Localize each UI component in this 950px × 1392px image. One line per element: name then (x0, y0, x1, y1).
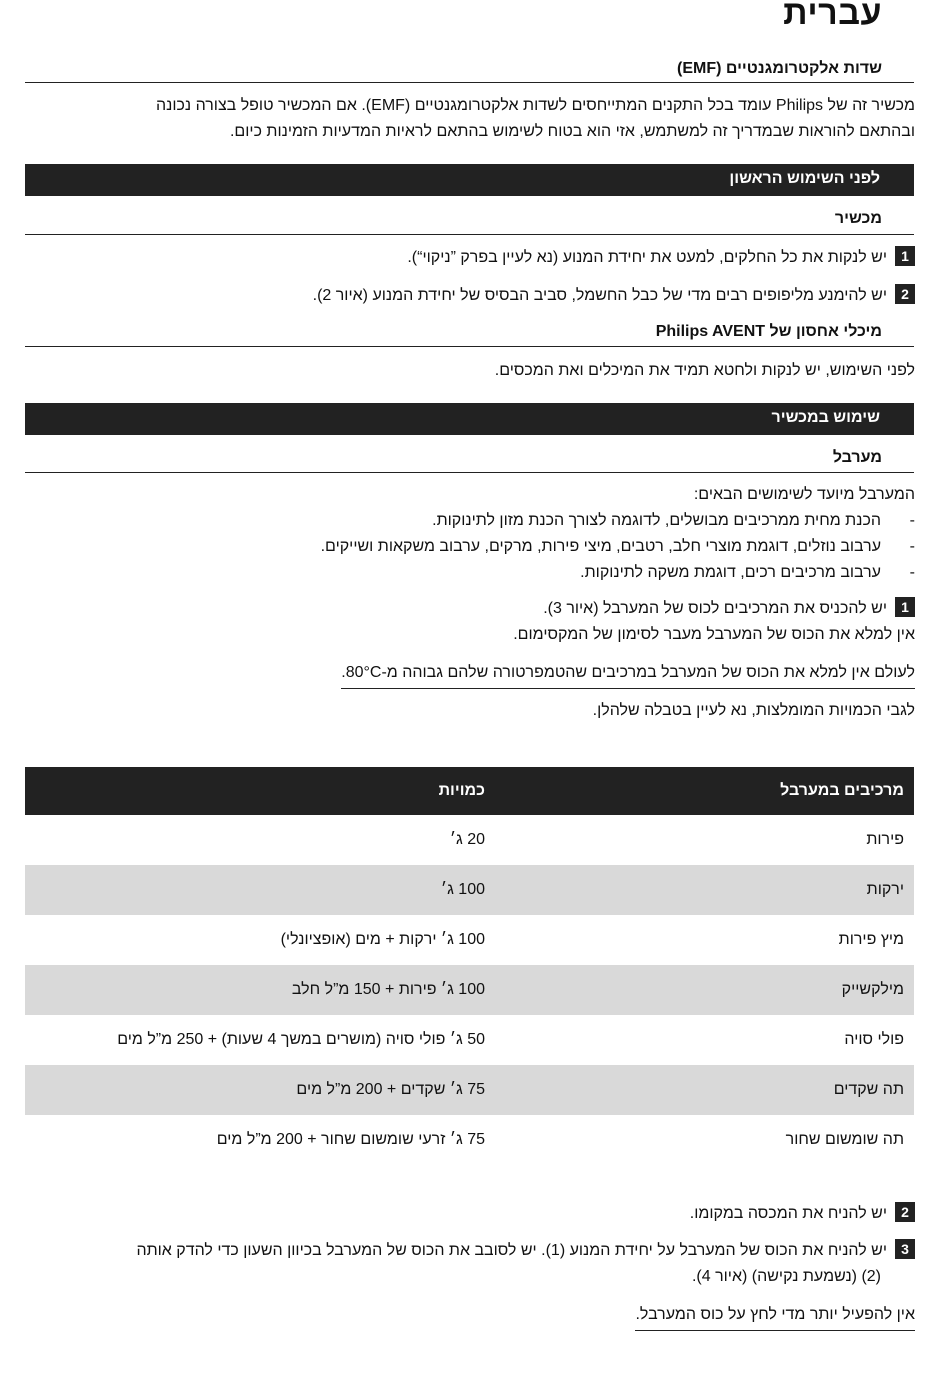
table-row (25, 865, 914, 915)
table-cell-quantity: 100 ג׳ (440, 881, 485, 898)
step-text: יש לנקות את כל החלקים, למעט את יחידת המנוע (נא לעיין בפרק ”ניקוי“). (407, 249, 887, 266)
blender-step-2 (690, 1201, 915, 1227)
emf-line-2: ובהתאם להוראות שבמדריך זה למשתמש, אזי הוא בטוח לשימוש בהתאם לראיות המדעיות הזמינות כיום. (229, 123, 915, 140)
appliance-step-1 (407, 245, 915, 271)
table-cell-quantity: 100 ג׳ פירות + 150 מ”ל חלב (291, 981, 485, 998)
step-number-badge: 1 (895, 246, 915, 266)
step-text: יש להניח את הכוס של המערבל על יחידת המנוע (1). יש לסובב את הכוס של המערבל בכיוון השעון כדי להדק אותה (136, 1242, 887, 1259)
table-header-ingredients: מרכיבים במערבל (780, 782, 904, 799)
emf-heading: שדות אלקטרומגנטיים (EMF) (677, 60, 882, 77)
blender-intro: המערבל מיועד לשימושים הבאים: (693, 486, 915, 503)
table-cell-ingredient: תה שקדים (833, 1081, 904, 1098)
section-title-before-first-use: לפני השימוש הראשון (729, 170, 880, 187)
language-title: עברית (783, 0, 882, 32)
table-row (25, 1115, 914, 1165)
table-cell-quantity: 20 ג׳ (449, 831, 485, 848)
table-row (25, 1015, 914, 1065)
table-cell-ingredient: תה שומשום שחור (785, 1131, 904, 1148)
blender-heading: מערבל (832, 449, 882, 466)
section-title-using-appliance: שימוש במכשיר (771, 409, 880, 426)
step-text: יש להניח את המכסה במקומו. (689, 1205, 887, 1222)
emf-rule (25, 82, 914, 83)
table-row (25, 915, 914, 965)
blender-use-1: -הכנת מחית ממרכיבים מבושלים, לדוגמה לצורך הכנת מזון לתינוקות. (432, 512, 915, 529)
section-bar-using-appliance (25, 403, 914, 435)
table-cell-ingredient: פירות (866, 831, 904, 848)
table-cell-ingredient: פולי סויה (844, 1031, 904, 1048)
containers-rule (25, 346, 914, 347)
blender-use-3: -ערבוב מרכיבים רכים, דוגמת משקה לתינוקות. (580, 564, 915, 581)
table-cell-quantity: 100 ג׳ ירקות + מים (אופציונלי) (280, 931, 485, 948)
step-number-badge: 1 (895, 597, 915, 617)
appliance-step-2 (313, 283, 915, 309)
table-header-row (25, 767, 914, 815)
containers-text: לפני השימוש, יש לנקות ולחטא תמיד את המיכלים ואת המכסים. (494, 362, 915, 379)
blender-rule (25, 472, 914, 473)
step-number-badge: 3 (895, 1239, 915, 1259)
step-text: יש להכניס את המרכיבים לכוס של המערבל (איור 3). (543, 600, 887, 617)
blender-step-1 (543, 596, 915, 622)
table-row (25, 965, 914, 1015)
table-reference: לגבי הכמויות המומלצות, נא לעיין בטבלה שלהלן. (592, 702, 915, 719)
containers-heading: מיכלי אחסון של Philips AVENT (655, 323, 882, 340)
list-item-text: ערבוב מרכיבים רכים, דוגמת משקה לתינוקות. (580, 564, 881, 581)
list-item-text: ערבוב נוזלים, דוגמת מוצרי חלב, רטבים, מיצי פירות, מרקים, ערבוב משקאות ושייקים. (320, 538, 881, 555)
table-cell-quantity: 75 ג׳ זרעי שומשום שחור + 200 מ”ל מים (216, 1131, 485, 1148)
temperature-note: לעולם אין למלא את הכוס של המערבל במרכיבים שהטמפרטורה שלהם גבוהה מ-80°C. (341, 660, 915, 689)
step-number-badge: 2 (895, 1202, 915, 1222)
table-cell-ingredient: ירקות (866, 881, 904, 898)
blender-step-3 (136, 1238, 915, 1264)
list-item-text: הכנת מחית ממרכיבים מבושלים, לדוגמה לצורך הכנת מזון לתינוקות. (432, 512, 881, 529)
table-row (25, 815, 914, 865)
blender-step-3-continued: (2) (נשמעת נקישה) (איור 4). (691, 1268, 881, 1285)
table-cell-quantity: 75 ג׳ שקדים + 200 מ”ל מים (296, 1081, 485, 1098)
section-bar-before-first-use (25, 164, 914, 196)
blender-use-2: -ערבוב נוזלים, דוגמת מוצרי חלב, רטבים, מיצי פירות, מרקים, ערבוב משקאות ושייקים. (320, 538, 915, 555)
fill-warning: אין למלא את הכוס של המערבל מעבר לסימון של המקסימום. (513, 626, 915, 643)
appliance-rule (25, 234, 914, 235)
step-text: יש להימנע מליפופים רבים מדי של כבל החשמל, סביב הבסיס של יחידת המנוע (איור 2). (312, 287, 887, 304)
pressure-note: אין להפעיל יותר מדי לחץ על כוס המערבל. (635, 1302, 915, 1331)
table-header-quantities: כמויות (438, 782, 485, 799)
table-cell-ingredient: מילקשייק (841, 981, 904, 998)
table-row (25, 1065, 914, 1115)
appliance-heading: מכשיר (834, 210, 882, 227)
table-cell-ingredient: מיץ פירות (838, 931, 904, 948)
emf-line-1: מכשיר זה של Philips עומד בכל התקנים המתייחסים לשדות אלקטרומגנטיים (EMF). אם המכשיר טופל בצורה נכונה (156, 97, 915, 114)
step-number-badge: 2 (895, 284, 915, 304)
quantities-table (25, 767, 914, 1165)
table-cell-quantity: 50 ג׳ פולי סויה (מושרים במשך 4 שעות) + 250 מ”ל מים (117, 1031, 485, 1048)
